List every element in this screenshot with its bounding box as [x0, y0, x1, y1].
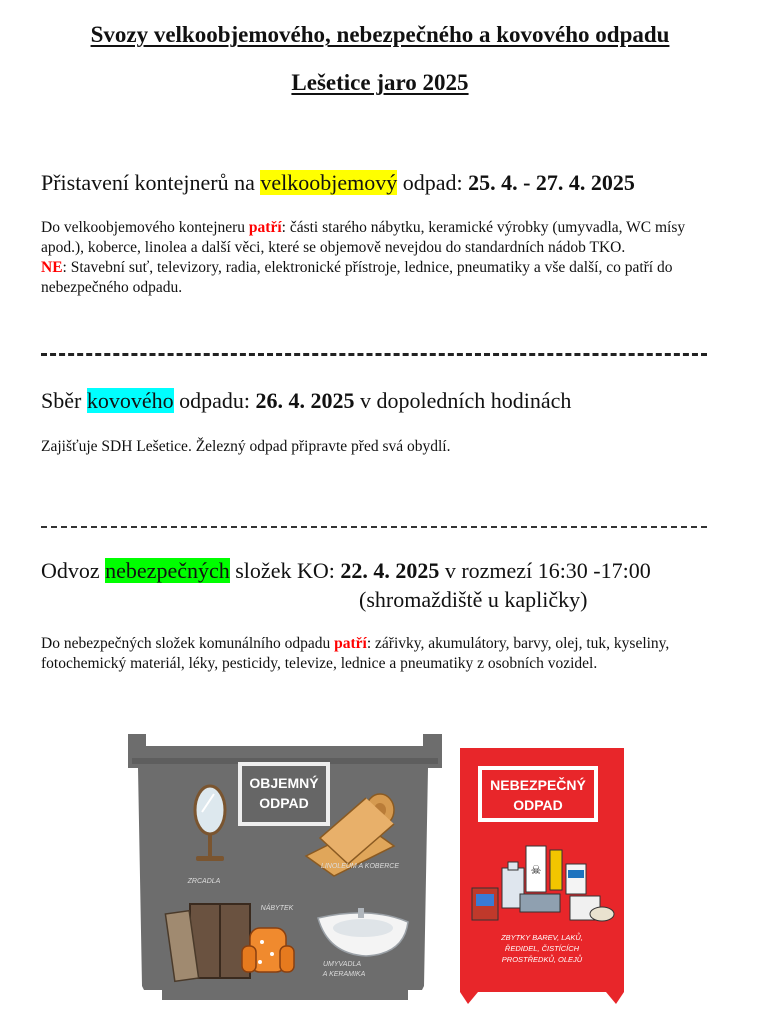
section-divider [41, 353, 707, 356]
furniture-label: NÁBYTEK [260, 905, 294, 912]
waste-containers-illustration [122, 728, 632, 1004]
bulky-waste-description: Do velkoobjemového kontejneru patří: části starého nábytku, keramické výrobky (umyvadla, WC mísy apod.), koberce, linolea a další věci, které se objemově nevejdou do standardních nádob TKO. NE: Stavební suť, televizory, radia, elektronické přístroje, lednice, pneumatiky a vše další, co patří do nebezpečného odpadu. [41, 219, 686, 296]
wardrobe-icon [165, 904, 250, 981]
section-divider [41, 526, 707, 528]
document-title: Svozy velkoobjemového, nebezpečného a kovového odpadu [90, 22, 670, 47]
bulky-waste-heading: Přistavení kontejnerů na velkoobjemový odpad: 25. 4. - 27. 4. 2025 [41, 170, 635, 195]
mirror-label: ZRCADLA [187, 878, 221, 885]
hazard-caption-line2: ŘEDIDEL, ČISTÍCÍCH [504, 944, 580, 953]
hazard-caption-line3: PROSTŘEDKŮ, OLEJŮ [501, 955, 583, 964]
hazardous-highlight: nebezpečných [105, 558, 230, 583]
hazard-sign-line1: NEBEZPEČNÝ [490, 777, 586, 793]
hazardous-waste-sign [478, 766, 598, 822]
bulky-highlight: velkoobjemový [260, 170, 398, 195]
armchair-icon [242, 928, 294, 972]
bulky-not-allowed-label: NE [41, 259, 63, 276]
bulky-waste-sign [238, 762, 330, 826]
svg-text:☠: ☠ [530, 863, 542, 877]
sink-label-line1: UMYVADLA [322, 961, 362, 968]
hazard-sign-line2: ODPAD [513, 797, 563, 813]
hazardous-date: 22. 4. 2025 [340, 558, 440, 583]
metal-highlight: kovového [86, 388, 174, 413]
carpet-label: LINOLEUM A KOBERCE [320, 863, 400, 870]
sink-label-line2: A KERAMIKA [322, 971, 366, 978]
hazard-caption-line1: ZBYTKY BAREV, LAKŮ, [501, 933, 583, 942]
bulky-sign-line1: OBJEMNÝ [249, 775, 319, 791]
document-subtitle: Lešetice jaro 2025 [291, 70, 469, 95]
metal-waste-heading: Sběr kovového odpadu: 26. 4. 2025 v dopoledních hodinách [41, 388, 572, 413]
hazardous-waste-heading: Odvoz nebezpečných složek KO: 22. 4. 2025 v rozmezí 16:30 -17:00 [41, 558, 651, 583]
bulky-sign-line2: ODPAD [259, 795, 309, 811]
hazardous-location: (shromaždiště u kapličky) [359, 587, 588, 612]
metal-waste-description: Zajišťuje SDH Lešetice. Železný odpad připravte před svá obydlí. [41, 438, 451, 455]
metal-date: 26. 4. 2025 [255, 388, 355, 413]
bulky-date: 25. 4. - 27. 4. 2025 [468, 170, 635, 195]
hazardous-waste-description: Do nebezpečných složek komunálního odpadu patří: zářivky, akumulátory, barvy, olej, tuk, kyseliny, fotochemický materiál, léky, pesticidy, televize, lednice a pneumatiky z osobních vozidel. [41, 635, 670, 672]
